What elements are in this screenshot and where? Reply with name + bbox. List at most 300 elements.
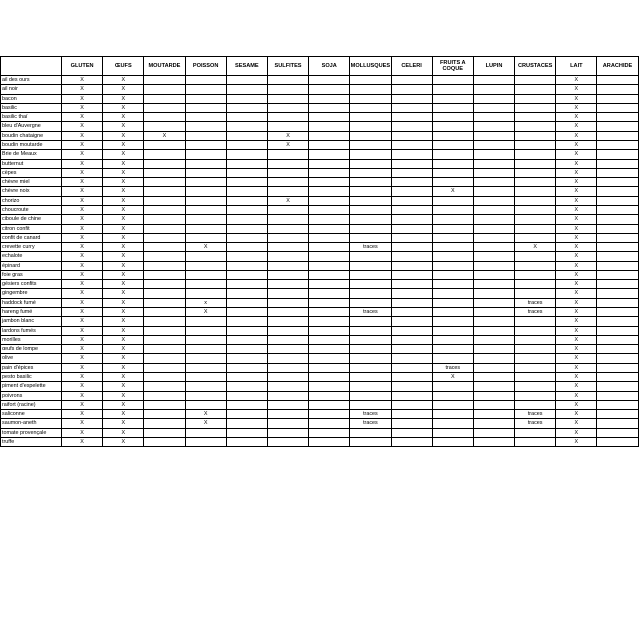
allergen-cell xyxy=(226,289,267,298)
ingredient-name: ail des ours xyxy=(1,76,62,85)
allergen-cell xyxy=(267,428,308,437)
allergen-cell xyxy=(144,140,185,149)
allergen-cell xyxy=(391,363,432,372)
allergen-cell xyxy=(267,270,308,279)
allergen-cell: X xyxy=(103,215,144,224)
allergen-cell xyxy=(350,233,391,242)
allergen-cell xyxy=(267,400,308,409)
allergen-cell xyxy=(432,122,473,131)
allergen-cell: X xyxy=(103,159,144,168)
allergen-cell xyxy=(267,345,308,354)
allergen-cell xyxy=(473,335,514,344)
allergen-cell: X xyxy=(556,363,597,372)
table-row xyxy=(1,233,639,242)
allergen-cell: X xyxy=(556,308,597,317)
allergen-cell: X xyxy=(556,103,597,112)
allergen-cell xyxy=(597,326,638,335)
allergen-cell xyxy=(432,326,473,335)
allergen-cell xyxy=(432,382,473,391)
ingredient-name: haddock fumé xyxy=(1,298,62,307)
allergen-cell xyxy=(597,178,638,187)
allergen-cell xyxy=(515,122,556,131)
column-header: SESAME xyxy=(226,57,267,76)
allergen-cell xyxy=(226,298,267,307)
allergen-cell xyxy=(432,400,473,409)
ingredient-name: truffe xyxy=(1,437,62,446)
allergen-cell xyxy=(350,289,391,298)
allergen-cell: X xyxy=(103,76,144,85)
allergen-cell xyxy=(267,187,308,196)
allergen-cell xyxy=(473,122,514,131)
allergen-cell xyxy=(309,140,350,149)
allergen-cell: traces xyxy=(350,419,391,428)
allergen-cell xyxy=(226,159,267,168)
allergen-cell xyxy=(473,252,514,261)
ingredient-name: bacon xyxy=(1,94,62,103)
allergen-cell xyxy=(144,400,185,409)
allergen-cell xyxy=(350,280,391,289)
allergen-cell xyxy=(432,205,473,214)
allergen-cell xyxy=(515,205,556,214)
allergen-cell xyxy=(185,437,226,446)
allergen-cell xyxy=(226,85,267,94)
ingredient-name: pain d'épices xyxy=(1,363,62,372)
allergen-cell xyxy=(309,187,350,196)
allergen-cell xyxy=(350,187,391,196)
allergen-cell: X xyxy=(556,428,597,437)
allergen-cell: X xyxy=(62,335,103,344)
allergen-cell xyxy=(597,233,638,242)
allergen-cell xyxy=(515,233,556,242)
column-header: FRUITS A COQUE xyxy=(432,57,473,76)
allergen-cell: X xyxy=(62,150,103,159)
allergen-cell xyxy=(473,205,514,214)
table-row xyxy=(1,131,639,140)
allergen-cell xyxy=(144,168,185,177)
allergen-cell: X xyxy=(62,391,103,400)
allergen-cell xyxy=(350,354,391,363)
allergen-cell xyxy=(515,428,556,437)
allergen-cell: X xyxy=(103,168,144,177)
header-row xyxy=(1,57,639,76)
allergen-cell xyxy=(350,103,391,112)
allergen-cell xyxy=(432,345,473,354)
allergen-cell xyxy=(473,289,514,298)
allergen-cell xyxy=(597,103,638,112)
allergen-cell xyxy=(432,215,473,224)
allergen-cell: traces xyxy=(515,410,556,419)
allergen-cell xyxy=(185,103,226,112)
allergen-cell xyxy=(391,168,432,177)
allergen-cell: X xyxy=(62,354,103,363)
allergen-cell xyxy=(185,335,226,344)
allergen-cell xyxy=(144,437,185,446)
allergen-cell xyxy=(391,159,432,168)
allergen-cell: X xyxy=(103,85,144,94)
allergen-cell xyxy=(391,140,432,149)
allergen-cell xyxy=(309,85,350,94)
table-row xyxy=(1,317,639,326)
allergen-cell xyxy=(391,113,432,122)
allergen-cell xyxy=(226,326,267,335)
allergen-cell xyxy=(350,373,391,382)
allergen-cell xyxy=(185,252,226,261)
allergen-cell xyxy=(391,308,432,317)
allergen-cell: X xyxy=(103,196,144,205)
allergen-cell xyxy=(226,261,267,270)
allergen-cell xyxy=(185,196,226,205)
allergen-cell xyxy=(473,103,514,112)
allergen-cell xyxy=(391,410,432,419)
table-row xyxy=(1,410,639,419)
column-header: CELERI xyxy=(391,57,432,76)
allergen-cell xyxy=(267,178,308,187)
allergen-cell: X xyxy=(62,326,103,335)
allergen-cell xyxy=(597,168,638,177)
allergen-cell xyxy=(267,382,308,391)
allergen-cell: X xyxy=(62,270,103,279)
allergen-cell xyxy=(226,252,267,261)
allergen-cell xyxy=(391,289,432,298)
ingredient-name: boudin chataigne xyxy=(1,131,62,140)
ingredient-name: gingembre xyxy=(1,289,62,298)
allergen-cell xyxy=(309,280,350,289)
ingredient-name: basilic thaï xyxy=(1,113,62,122)
allergen-cell: X xyxy=(62,113,103,122)
allergen-cell xyxy=(391,252,432,261)
ingredient-name: épinard xyxy=(1,261,62,270)
allergen-cell xyxy=(144,205,185,214)
allergen-cell: X xyxy=(556,354,597,363)
allergen-cell: X xyxy=(432,373,473,382)
allergen-cell: X xyxy=(62,224,103,233)
allergen-cell xyxy=(309,354,350,363)
allergen-cell: X xyxy=(556,140,597,149)
allergen-cell xyxy=(226,243,267,252)
allergen-cell xyxy=(350,363,391,372)
allergen-cell xyxy=(144,270,185,279)
allergen-cell xyxy=(473,94,514,103)
allergen-cell xyxy=(597,428,638,437)
allergen-cell: X xyxy=(62,382,103,391)
allergen-cell: X xyxy=(103,187,144,196)
table-row xyxy=(1,94,639,103)
allergen-cell: X xyxy=(103,419,144,428)
allergen-cell xyxy=(473,428,514,437)
allergen-cell xyxy=(226,308,267,317)
allergen-cell xyxy=(597,270,638,279)
allergen-cell xyxy=(185,150,226,159)
allergen-cell xyxy=(391,150,432,159)
allergen-cell xyxy=(144,363,185,372)
allergen-cell xyxy=(267,261,308,270)
allergen-cell xyxy=(391,298,432,307)
allergen-cell: X xyxy=(556,150,597,159)
allergen-cell: X xyxy=(62,419,103,428)
table-row xyxy=(1,85,639,94)
allergen-cell xyxy=(391,85,432,94)
allergen-cell xyxy=(309,215,350,224)
allergen-cell xyxy=(350,113,391,122)
allergen-cell xyxy=(432,243,473,252)
allergen-cell xyxy=(267,103,308,112)
allergen-cell xyxy=(597,159,638,168)
allergen-cell: X xyxy=(62,85,103,94)
ingredient-name: piment d'espelette xyxy=(1,382,62,391)
allergen-cell xyxy=(473,140,514,149)
ingredient-name: chèvre miel xyxy=(1,178,62,187)
allergen-cell xyxy=(515,373,556,382)
allergen-cell xyxy=(185,280,226,289)
allergen-cell xyxy=(267,280,308,289)
allergen-cell xyxy=(473,131,514,140)
allergen-cell: X xyxy=(556,233,597,242)
allergen-cell xyxy=(391,335,432,344)
allergen-cell xyxy=(515,215,556,224)
table-row xyxy=(1,243,639,252)
allergen-cell xyxy=(597,345,638,354)
allergen-cell: X xyxy=(103,289,144,298)
table-row xyxy=(1,196,639,205)
table-row xyxy=(1,382,639,391)
allergen-cell: x xyxy=(185,298,226,307)
allergen-cell xyxy=(309,122,350,131)
table-row xyxy=(1,335,639,344)
allergen-cell xyxy=(350,159,391,168)
table-row xyxy=(1,122,639,131)
allergen-cell xyxy=(226,363,267,372)
allergen-cell xyxy=(226,215,267,224)
allergen-cell: X xyxy=(62,243,103,252)
allergen-cell: X xyxy=(62,140,103,149)
allergen-cell xyxy=(515,76,556,85)
allergen-cell xyxy=(267,373,308,382)
allergen-cell xyxy=(144,317,185,326)
allergen-cell: X xyxy=(556,261,597,270)
allergen-cell xyxy=(515,400,556,409)
allergen-cell xyxy=(226,354,267,363)
table-row xyxy=(1,298,639,307)
allergen-cell xyxy=(597,113,638,122)
allergen-cell xyxy=(350,298,391,307)
column-header: CRUSTACES xyxy=(515,57,556,76)
allergen-cell: X xyxy=(62,122,103,131)
allergen-cell xyxy=(350,178,391,187)
allergen-cell xyxy=(350,85,391,94)
allergen-cell xyxy=(597,205,638,214)
allergen-cell xyxy=(144,252,185,261)
allergen-cell xyxy=(515,289,556,298)
allergen-cell: X xyxy=(556,373,597,382)
allergen-cell xyxy=(226,391,267,400)
table-body xyxy=(1,76,639,447)
allergen-cell xyxy=(515,224,556,233)
allergen-cell xyxy=(515,140,556,149)
table-row xyxy=(1,326,639,335)
allergen-cell xyxy=(309,437,350,446)
table-row xyxy=(1,224,639,233)
allergen-cell xyxy=(144,215,185,224)
allergen-cell xyxy=(309,400,350,409)
allergen-cell xyxy=(597,280,638,289)
table-row xyxy=(1,76,639,85)
allergen-cell xyxy=(350,205,391,214)
table-row xyxy=(1,373,639,382)
allergen-cell xyxy=(267,354,308,363)
allergen-cell xyxy=(267,335,308,344)
allergen-cell: X xyxy=(62,168,103,177)
allergen-cell xyxy=(185,187,226,196)
allergen-cell xyxy=(267,76,308,85)
allergen-cell xyxy=(309,168,350,177)
allergen-cell xyxy=(432,270,473,279)
allergen-cell xyxy=(226,168,267,177)
ingredient-name: bleu d'Auvergne xyxy=(1,122,62,131)
table-row xyxy=(1,205,639,214)
allergen-cell xyxy=(185,224,226,233)
ingredient-name: echalote xyxy=(1,252,62,261)
allergen-cell xyxy=(597,391,638,400)
allergen-cell: X xyxy=(556,345,597,354)
allergen-cell xyxy=(432,178,473,187)
table-row xyxy=(1,252,639,261)
allergen-cell: X xyxy=(103,270,144,279)
allergen-cell xyxy=(309,224,350,233)
table-row xyxy=(1,187,639,196)
allergen-cell xyxy=(309,113,350,122)
allergen-cell: X xyxy=(62,308,103,317)
allergen-cell xyxy=(597,150,638,159)
allergen-cell: X xyxy=(103,428,144,437)
allergen-cell: traces xyxy=(350,243,391,252)
allergen-cell xyxy=(144,280,185,289)
allergen-cell: X xyxy=(103,94,144,103)
allergen-cell: X xyxy=(103,122,144,131)
allergen-cell xyxy=(267,243,308,252)
allergen-cell: X xyxy=(556,94,597,103)
allergen-cell xyxy=(309,308,350,317)
allergen-cell xyxy=(597,131,638,140)
allergen-cell: X xyxy=(103,326,144,335)
allergen-cell xyxy=(432,94,473,103)
allergen-cell xyxy=(350,215,391,224)
allergen-cell xyxy=(309,270,350,279)
allergen-cell xyxy=(515,150,556,159)
allergen-cell: X xyxy=(556,437,597,446)
allergen-cell: X xyxy=(103,335,144,344)
allergen-cell: X xyxy=(62,428,103,437)
allergen-cell xyxy=(267,85,308,94)
allergen-cell xyxy=(391,76,432,85)
allergen-cell xyxy=(391,345,432,354)
allergen-cell: X xyxy=(556,400,597,409)
allergen-cell: X xyxy=(556,215,597,224)
allergen-cell xyxy=(515,280,556,289)
allergen-cell xyxy=(391,373,432,382)
allergen-cell xyxy=(144,178,185,187)
allergen-cell xyxy=(432,289,473,298)
allergen-cell xyxy=(185,391,226,400)
allergen-cell xyxy=(391,354,432,363)
allergen-cell xyxy=(309,317,350,326)
allergen-cell xyxy=(185,428,226,437)
allergen-cell: X xyxy=(103,363,144,372)
column-header: POISSON xyxy=(185,57,226,76)
table-row xyxy=(1,280,639,289)
ingredient-name: butternut xyxy=(1,159,62,168)
ingredient-name: boudin moutarde xyxy=(1,140,62,149)
allergen-cell: X xyxy=(103,345,144,354)
allergen-cell xyxy=(226,187,267,196)
allergen-cell: X xyxy=(556,113,597,122)
table-row xyxy=(1,168,639,177)
allergen-cell xyxy=(515,252,556,261)
allergen-cell xyxy=(391,215,432,224)
allergen-cell xyxy=(309,410,350,419)
table-row xyxy=(1,428,639,437)
allergen-cell: X xyxy=(103,205,144,214)
allergen-cell xyxy=(432,419,473,428)
allergen-cell xyxy=(597,196,638,205)
ingredient-name: choucroute xyxy=(1,205,62,214)
allergen-cell xyxy=(226,345,267,354)
allergen-cell xyxy=(473,178,514,187)
allergen-cell xyxy=(350,437,391,446)
allergen-cell: X xyxy=(62,373,103,382)
allergen-cell: X xyxy=(556,382,597,391)
allergen-cell xyxy=(515,335,556,344)
allergen-table xyxy=(0,56,639,447)
allergen-cell xyxy=(309,363,350,372)
allergen-cell xyxy=(226,382,267,391)
allergen-cell xyxy=(391,233,432,242)
allergen-cell xyxy=(432,150,473,159)
allergen-cell: X xyxy=(556,298,597,307)
allergen-cell xyxy=(432,103,473,112)
allergen-cell: X xyxy=(556,159,597,168)
allergen-cell: X xyxy=(62,280,103,289)
allergen-cell: X xyxy=(556,289,597,298)
allergen-cell xyxy=(144,233,185,242)
allergen-cell xyxy=(597,76,638,85)
allergen-cell xyxy=(185,345,226,354)
allergen-cell xyxy=(185,289,226,298)
table-row xyxy=(1,103,639,112)
allergen-cell xyxy=(432,437,473,446)
allergen-cell xyxy=(185,261,226,270)
allergen-cell xyxy=(267,298,308,307)
allergen-cell xyxy=(350,261,391,270)
allergen-cell xyxy=(309,178,350,187)
ingredient-name: morilles xyxy=(1,335,62,344)
allergen-cell xyxy=(185,400,226,409)
allergen-cell xyxy=(515,85,556,94)
allergen-cell xyxy=(391,243,432,252)
allergen-cell xyxy=(515,363,556,372)
allergen-cell: X xyxy=(556,224,597,233)
allergen-cell: X xyxy=(556,326,597,335)
allergen-cell: X xyxy=(103,317,144,326)
allergen-cell xyxy=(473,419,514,428)
column-header: ARACHIDE xyxy=(597,57,638,76)
allergen-cell: X xyxy=(556,252,597,261)
allergen-cell xyxy=(267,168,308,177)
allergen-cell xyxy=(226,410,267,419)
allergen-cell: X xyxy=(62,187,103,196)
allergen-cell xyxy=(597,437,638,446)
allergen-cell xyxy=(597,252,638,261)
ingredient-name: Brie de Meaux xyxy=(1,150,62,159)
